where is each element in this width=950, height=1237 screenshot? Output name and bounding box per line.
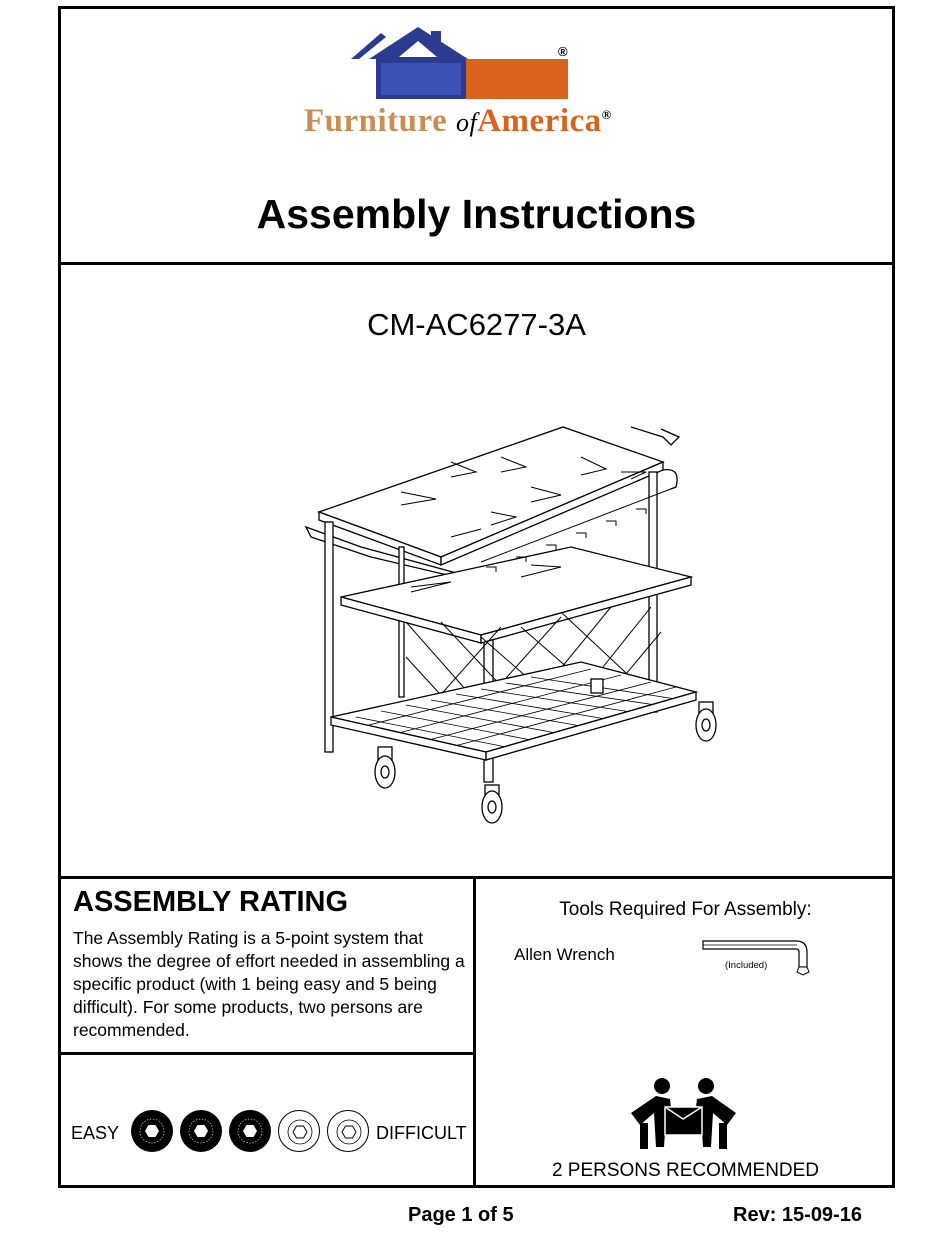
allen-wrench-icon xyxy=(701,937,821,982)
rating-dot-filled-icon xyxy=(229,1110,271,1152)
rating-description: The Assembly Rating is a 5-point system that shows the degree of effort needed in assembling a specific product (with 1 being easy and 5 being difficult). For some products, two persons are recommended. xyxy=(73,928,465,1040)
persons-recommended-label: 2 PERSONS RECOMMENDED xyxy=(551,1160,820,1181)
easy-label: EASY xyxy=(71,1123,120,1143)
registered-mark: ® xyxy=(558,44,568,59)
divider xyxy=(61,1052,476,1055)
difficulty-scale xyxy=(69,1107,479,1157)
tool-name: Allen Wrench xyxy=(514,945,615,964)
model-number: CM-AC6277-3A xyxy=(367,307,586,342)
brand-name: Furniture ofAmerica® xyxy=(304,103,612,139)
rating-dot-empty-icon xyxy=(327,1110,369,1152)
page-title: Assembly Instructions xyxy=(256,191,697,237)
tool-note: (Included) xyxy=(725,960,768,971)
rating-dot-empty-icon xyxy=(278,1110,320,1152)
rating-dot-filled-icon xyxy=(131,1110,173,1152)
revision-label: Rev: 15-09-16 xyxy=(733,1204,862,1226)
divider xyxy=(61,262,892,265)
divider xyxy=(61,876,892,879)
difficult-label: DIFFICULT xyxy=(376,1123,467,1143)
tools-heading: Tools Required For Assembly: xyxy=(559,899,812,920)
two-persons-lifting-icon xyxy=(626,1077,741,1157)
rating-dot-filled-icon xyxy=(180,1110,222,1152)
page-frame xyxy=(58,6,895,1188)
rating-heading: ASSEMBLY RATING xyxy=(73,886,349,918)
product-illustration xyxy=(301,417,741,827)
page-number: Page 1 of 5 xyxy=(408,1204,514,1226)
